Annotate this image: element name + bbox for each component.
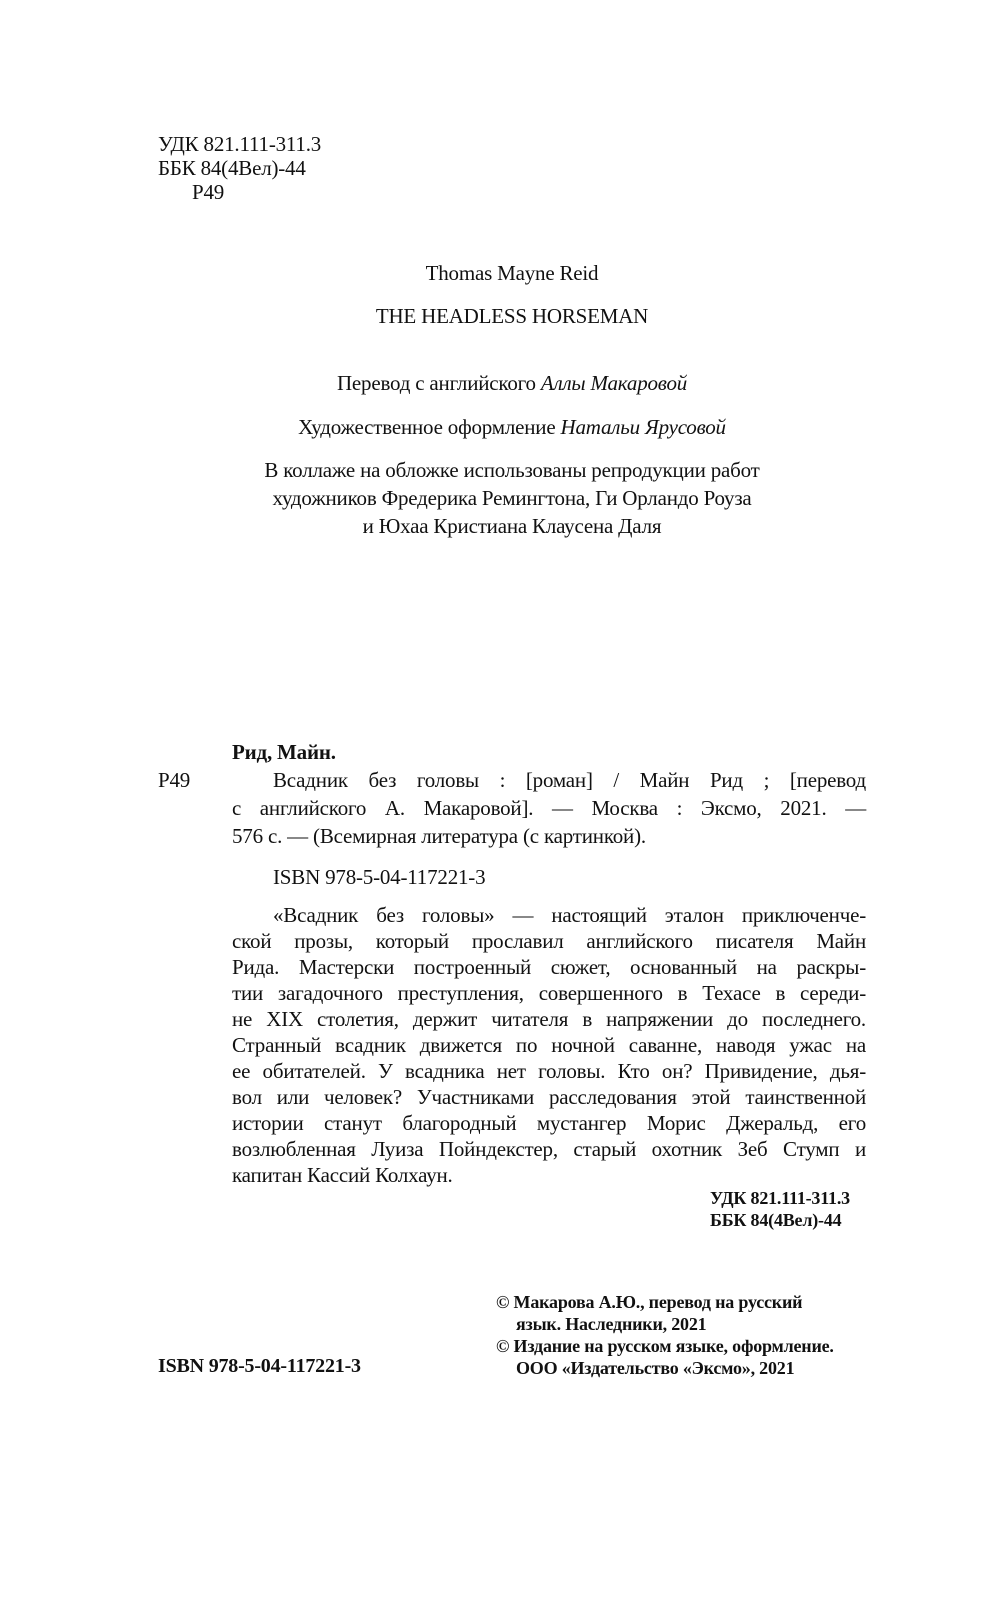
translator-name: Аллы Макаровой — [540, 371, 688, 395]
translation-label: Перевод с английского — [336, 371, 536, 395]
annotation-line: капитан Кассий Колхаун. — [232, 1163, 453, 1187]
description-line: 576 с. — (Всемирная литература (с картинкой). — [232, 824, 646, 848]
designer-name: Натальи Ярусовой — [560, 415, 726, 439]
isbn: ISBN 978-5-04-117221-3 — [273, 865, 486, 889]
annotation-line: «Всадник без головы» — настоящий эталон приключенче- — [273, 903, 866, 927]
collage-line: и Юхаа Кристиана Клаусена Даля — [362, 514, 662, 538]
annotation-line: Рида. Мастерски построенный сюжет, основанный на раскры- — [232, 955, 866, 979]
collage-line: художников Фредерика Ремингтона, Ги Орландо Роуза — [272, 486, 752, 510]
annotation-line: возлюбленная Луиза Пойндекстер, старый охотник Зеб Стумп и — [232, 1137, 866, 1161]
annotation-line: не XIX столетия, держит читателя в напряжении до последнего. — [232, 1007, 866, 1031]
bbk-code: ББК 84(4Вел)-44 — [158, 156, 306, 180]
udk-code: УДК 821.111-311.3 — [158, 132, 322, 156]
design-credit — [0, 414, 1000, 440]
annotation-line: истории станут благородный мустангер Морис Джеральд, его — [232, 1111, 866, 1135]
title-en: THE HEADLESS HORSEMAN — [375, 304, 649, 328]
annotation-line: Странный всадник движется по ночной саванне, наводя ужас на — [232, 1033, 866, 1057]
collage-line: В коллаже на обложке использованы репродукции работ — [264, 458, 760, 482]
isbn-footer: ISBN 978-5-04-117221-3 — [158, 1355, 361, 1377]
author-mark: Р49 — [192, 180, 225, 204]
annotation-line: ее обитателей. У всадника нет головы. Кто он? Привидение, дья- — [232, 1059, 866, 1083]
annotation-line: тии загадочного преступления, совершенного в Техасе в середи- — [232, 981, 866, 1005]
design-label: Художественное оформление — [298, 415, 556, 439]
copyright-line: ООО «Издательство «Эксмо», 2021 — [516, 1358, 795, 1378]
copyright-line: © Издание на русском языке, оформление. — [496, 1336, 834, 1356]
author-mark: Р49 — [158, 768, 191, 792]
annotation-line: вол или человек? Участниками расследования этой таинственной — [232, 1085, 866, 1109]
annotation-line: ской прозы, который прославил английского писателя Майн — [232, 929, 866, 953]
copyright-line: © Макарова А.Ю., перевод на русский — [496, 1292, 803, 1312]
author-en: Thomas Mayne Reid — [425, 261, 599, 285]
author-heading: Рид, Майн. — [232, 740, 336, 764]
copyright-line: язык. Наследники, 2021 — [516, 1314, 707, 1334]
translation-credit — [0, 370, 1000, 396]
bbk-code: ББК 84(4Вел)-44 — [710, 1210, 842, 1230]
udk-code: УДК 821.111-311.3 — [710, 1188, 850, 1208]
description-line: Всадник без головы : [роман] / Майн Рид ; [перевод — [273, 768, 866, 792]
description-line: с английского А. Макаровой]. — Москва : Эксмо, 2021. — — [232, 796, 866, 820]
